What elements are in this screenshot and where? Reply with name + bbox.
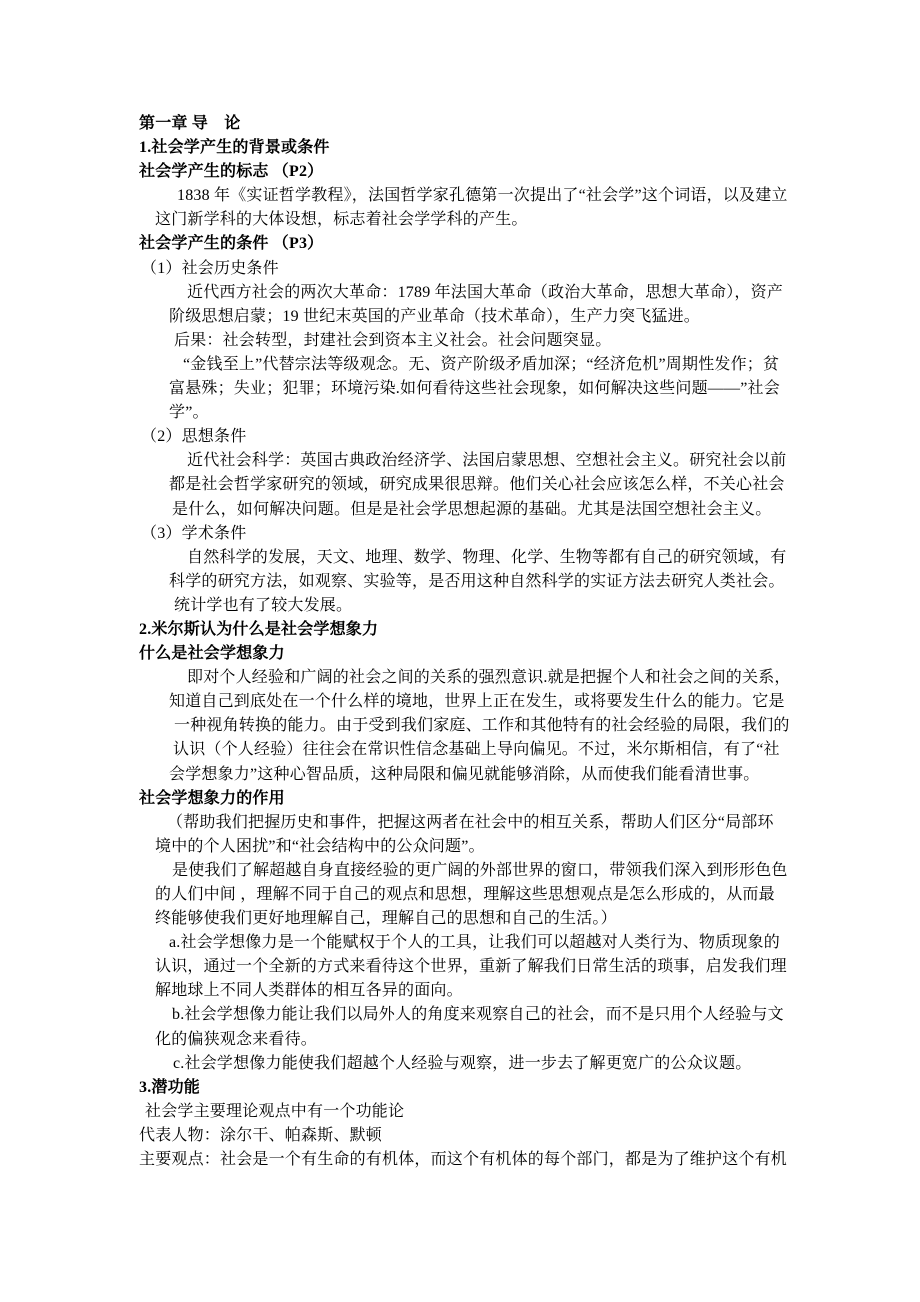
text-line: a.社会学想像力是一个能赋权于个人的工具，让我们可以超越对人类行为、物质现象的 (169, 934, 780, 952)
text-line: b.社会学想像力能让我们以局外人的角度来观察自己的社会，而不是只用个人经验与文 (172, 1006, 784, 1024)
text-line: 1838 年《实证哲学教程》，法国哲学家孔德第一次提出了“社会学”这个词语，以及建立 (177, 187, 788, 205)
text-line: 2.米尔斯认为什么是社会学想象力 (139, 620, 379, 638)
text-line: 的人们中间 ，理解不同于自己的观点和思想，理解这些思想观点是怎么形成的，从而最 (155, 886, 775, 903)
text-line: 自然科学的发展，天文、地理、数学、物理、化学、生物等都有自己的研究领域，有 (187, 548, 787, 566)
text-line: （1）社会历史条件 (141, 259, 279, 277)
text-line: 一种视角转换的能力。由于受到我们家庭、工作和其他特有的社会经验的局限，我们的 (174, 717, 790, 735)
text-line: 都是社会哲学家研究的领域，研究成果很思辩。他们关心社会应该怎么样，不关心社会 (169, 476, 785, 494)
text-line: 终能够使我们更好地理解自己，理解自己的思想和自己的生活。） (155, 910, 617, 928)
text-line: 社会学产生的条件 （P3） (139, 235, 324, 253)
text-line: 什么是社会学想象力 (139, 645, 285, 663)
text-line: 这门新学科的大体设想，标志着社会学学科的产生。 (155, 211, 528, 229)
text-line: 是什么，如何解决问题。但是是社会学思想起源的基础。尤其是法国空想社会主义。 (172, 500, 772, 518)
text-line: 是使我们了解超越自身直接经验的更广阔的外部世界的窗口，带领我们深入到形形色色 (172, 861, 788, 879)
text-line: 代表人物：涂尔干、帕森斯、默顿 (139, 1126, 383, 1144)
text-line: （2）思想条件 (141, 428, 247, 446)
text-line: 近代社会科学：英国古典政治经济学、法国启蒙思想、空想社会主义。研究社会以前 (187, 452, 787, 470)
text-line: 科学的研究方法，如观察、实验等，是否用这种自然科学的实证方法去研究人类社会。 (169, 572, 785, 590)
text-line: c.社会学想像力能使我们超越个人经验与观察，进一步去了解更宽广的公众议题。 (173, 1054, 752, 1072)
text-line: （3）学术条件 (141, 524, 247, 542)
text-line: 境中的个人困扰”和“社会结构中的公众问题”。 (155, 837, 485, 855)
text-line: 社会学产生的标志 （P2） (139, 163, 324, 181)
text-line: 3.潜功能 (139, 1078, 201, 1096)
text-line: （帮助我们把握历史和事件，把握这两者在社会中的相互关系，帮助人们区分“局部环 (167, 813, 774, 831)
text-line: 富悬殊；失业；犯罪；环境污染.如何看待这些社会现象，如何解决这些问题——”社会 (169, 380, 780, 398)
text-line: 学”。 (169, 404, 209, 422)
text-line: 即对个人经验和广阔的社会之间的关系的强烈意识.就是把握个人和社会之间的关系， (187, 669, 791, 687)
text-line: 后果：社会转型，封建社会到资本主义社会。社会问题突显。 (174, 331, 612, 349)
text-line: 社会学想象力的作用 (139, 789, 285, 807)
text-line: 会学想象力”这种心智品质，这种局限和偏见就能够消除，从而使我们能看清世事。 (169, 765, 760, 783)
text-line: 社会学主要理论观点中有一个功能论 (145, 1102, 405, 1120)
text-line: “金钱至上”代替宗法等级观念。无、资产阶级矛盾加深；“经济危机”周期性发作；贫 (183, 355, 780, 373)
text-line: 近代西方社会的两次大革命：1789 年法国大革命（政治大革命，思想大革命），资产 (187, 283, 784, 301)
text-line: 统计学也有了较大发展。 (174, 596, 353, 614)
text-line: 主要观点：社会是一个有生命的有机体，而这个有机体的每个部门，都是为了维护这个有机 (139, 1151, 788, 1169)
text-line: 认识（个人经验）往往会在常识性信念基础上导向偏见。不过，米尔斯相信，有了“社 (173, 741, 780, 759)
text-line: 化的偏狭观念来看待。 (155, 1030, 318, 1048)
text-block (139, 112, 799, 1172)
text-line: 阶级思想启蒙；19 世纪末英国的产业革命（技术革命），生产力突飞猛进。 (169, 307, 701, 325)
text-line: 1.社会学产生的背景或条件 (139, 139, 330, 157)
text-line: 认识，通过一个全新的方式来看待这个世界，重新了解我们日常生活的琐事，启发我们理 (155, 958, 787, 976)
text-line: 解地球上不同人类群体的相互各异的面向。 (155, 982, 463, 1000)
text-line: 第一章 导 论 (139, 115, 241, 132)
text-line: 知道自己到底处在一个什么样的境地，世界上正在发生，或将要发生什么的能力。它是 (169, 693, 785, 711)
